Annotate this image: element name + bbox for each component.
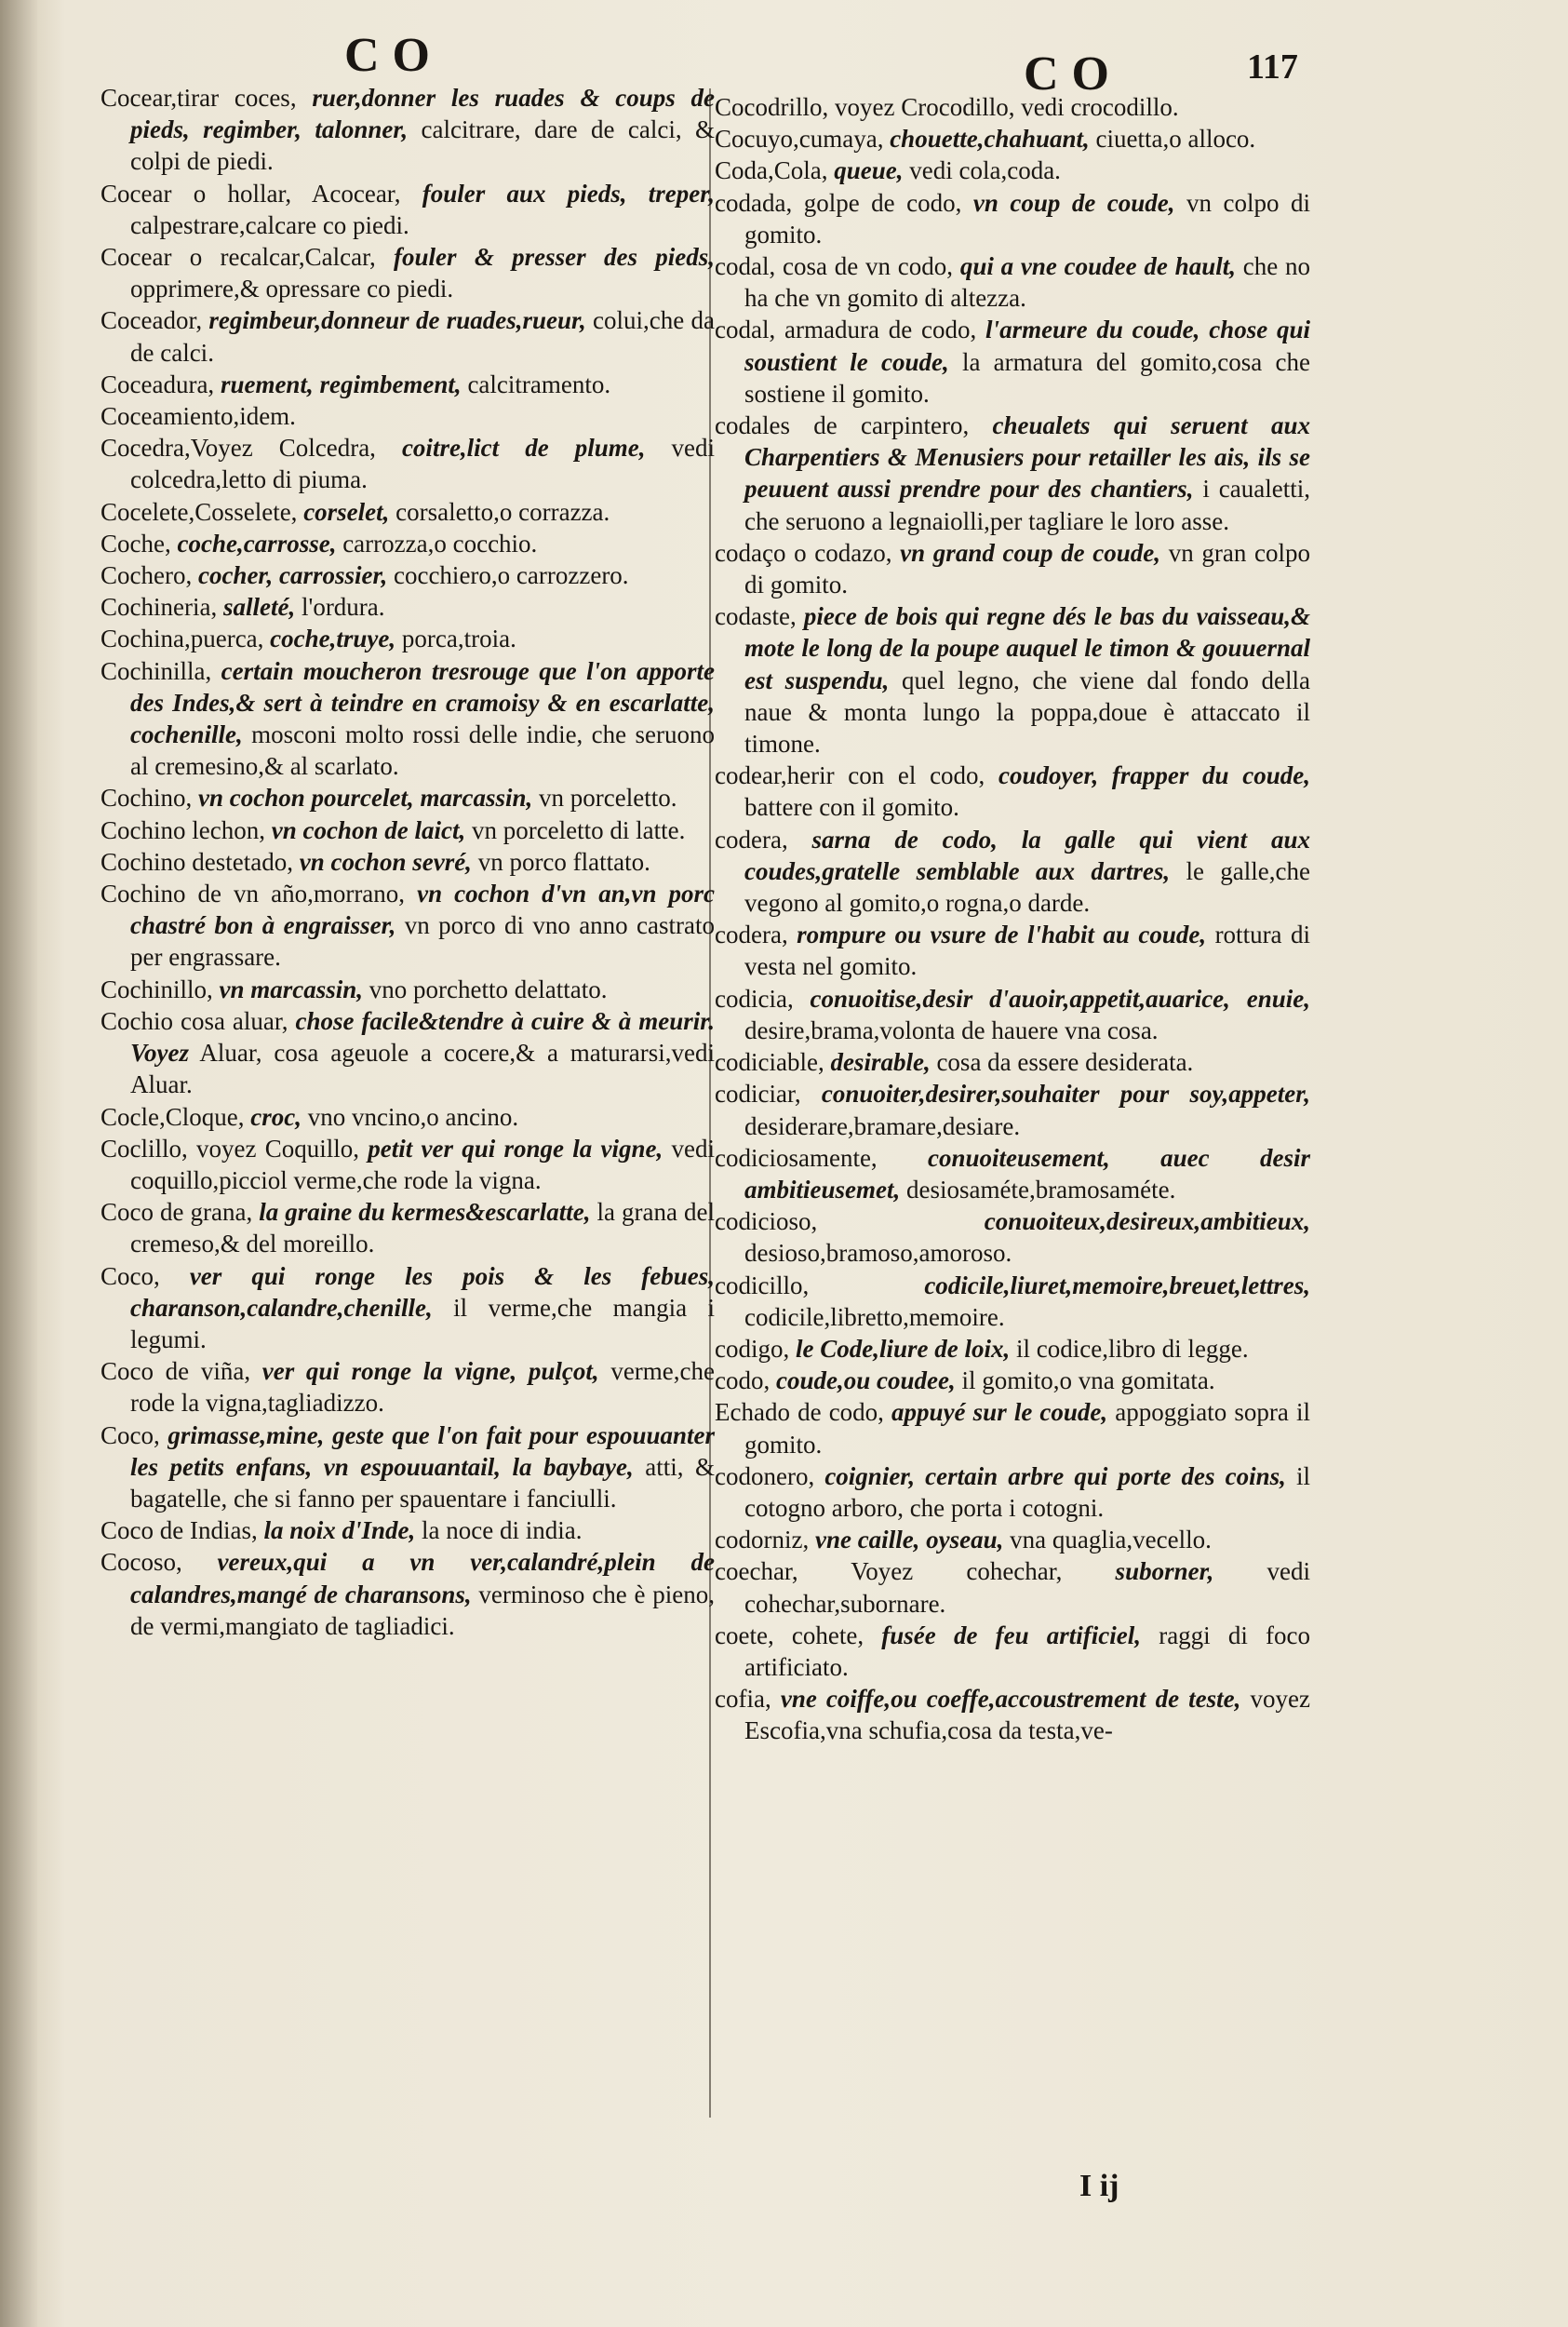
headword: Coceador, bbox=[101, 306, 203, 335]
headword: codiciable, bbox=[715, 1048, 824, 1077]
headword: codigo, bbox=[715, 1334, 790, 1363]
italian-gloss: Aluar, cosa ageuole a cocere,& a maturarsi,vedi Aluar. bbox=[130, 1039, 715, 1099]
headword: Coclillo, voyez Coquillo, bbox=[101, 1134, 359, 1163]
dictionary-entry bbox=[101, 878, 715, 974]
french-gloss: croc, bbox=[244, 1102, 302, 1131]
french-gloss: le Code,liure de loix, bbox=[789, 1334, 1011, 1363]
italian-gloss: vn porco flattato. bbox=[471, 847, 650, 876]
italian-gloss: vedi crocodillo. bbox=[1014, 93, 1179, 121]
italian-gloss: vn colpo di gomito. bbox=[744, 188, 1310, 249]
headword: Coco de Indias, bbox=[101, 1516, 258, 1545]
italian-gloss: il gomito,o vna gomitata. bbox=[955, 1366, 1215, 1395]
italian-gloss: vn gran colpo di gomito. bbox=[744, 538, 1310, 599]
italian-gloss: vno porchetto delattato. bbox=[363, 975, 608, 1003]
italian-gloss: battere con il gomito. bbox=[744, 793, 959, 822]
dictionary-entry bbox=[101, 1133, 715, 1196]
french-gloss: la graine du kermes&escarlatte, bbox=[252, 1198, 591, 1227]
dictionary-entry bbox=[101, 241, 715, 304]
french-gloss: conuoitise,desir d'auoir,appetit,auarice, enuie, bbox=[793, 984, 1310, 1013]
french-gloss: chouette,chahuant, bbox=[883, 125, 1090, 154]
italian-gloss: corsaletto,o corrazza. bbox=[389, 497, 610, 526]
french-gloss: vne coiffe,ou coeffe,accoustrement de teste, bbox=[771, 1685, 1241, 1714]
dictionary-entry bbox=[715, 1620, 1310, 1683]
french-gloss: chose facile&tendre à cuire & à meurir. Voyez bbox=[130, 1006, 715, 1068]
dictionary-entry bbox=[101, 496, 715, 528]
italian-gloss: opprimere,& opressare co piedi. bbox=[130, 275, 454, 303]
headword: codera, bbox=[715, 825, 788, 854]
italian-gloss: carrozza,o cocchio. bbox=[336, 529, 538, 558]
headword: Cocuyo,cumaya, bbox=[715, 125, 884, 154]
french-gloss: fouler & presser des pieds, bbox=[375, 243, 715, 272]
french-gloss: piece de bois qui regne dés le bas du vaisseau,& mote le long de la poupe auquel le timon & gouuernal est suspendu, bbox=[744, 602, 1310, 694]
dictionary-entry bbox=[715, 250, 1310, 314]
headword: Cochineria, bbox=[101, 593, 218, 622]
headword: Coceamiento,idem. bbox=[101, 402, 296, 431]
italian-gloss: vn porco di vno anno castrato per engrassare. bbox=[130, 911, 715, 972]
right-column bbox=[715, 91, 1310, 1747]
french-gloss: la noix d'Inde, bbox=[257, 1516, 416, 1545]
headword: Cocear o hollar, Acocear, bbox=[101, 179, 401, 208]
french-gloss: l'armeure du coude, chose qui soustient le coude, bbox=[744, 316, 1311, 376]
italian-gloss: appoggiato sopra il gomito. bbox=[744, 1398, 1310, 1459]
gutter-shadow bbox=[0, 0, 37, 2327]
headword: Cochino lechon, bbox=[101, 815, 265, 844]
italian-gloss: vedi cola,coda. bbox=[903, 156, 1061, 185]
headword: codada, golpe de codo, bbox=[715, 188, 962, 217]
headword: codaço o codazo, bbox=[715, 538, 892, 567]
dictionary-entry bbox=[715, 1524, 1310, 1555]
italian-gloss: che no ha che vn gomito di altezza. bbox=[744, 252, 1310, 313]
italian-gloss: la grana del cremeso,& del moreillo. bbox=[130, 1198, 715, 1258]
dictionary-entry bbox=[101, 178, 715, 241]
french-gloss: salleté, bbox=[217, 593, 296, 622]
french-gloss: fusée de feu artificiel, bbox=[864, 1621, 1142, 1649]
headword: Coda,Cola, bbox=[715, 156, 828, 185]
italian-gloss: mosconi molto rossi delle indie, che seruono al cremesino,& al scarlato. bbox=[130, 720, 715, 781]
dictionary-entry bbox=[715, 1205, 1310, 1269]
headword: Echado de codo, bbox=[715, 1398, 884, 1427]
dictionary-entry bbox=[715, 1396, 1310, 1459]
dictionary-entry bbox=[715, 1142, 1310, 1205]
french-gloss: desirable, bbox=[824, 1048, 931, 1077]
italian-gloss: colui,che da de calci. bbox=[130, 306, 715, 367]
dictionary-entry bbox=[101, 1005, 715, 1101]
dictionary-entry bbox=[101, 432, 715, 495]
dictionary-entry bbox=[715, 1333, 1310, 1365]
italian-gloss: il verme,che mangia i legumi. bbox=[130, 1293, 715, 1353]
headword: Cochero, bbox=[101, 561, 193, 590]
dictionary-entry bbox=[715, 314, 1310, 410]
dictionary-entry bbox=[715, 1683, 1310, 1746]
dictionary-entry bbox=[101, 591, 715, 623]
headword: codicia, bbox=[715, 984, 794, 1013]
dictionary-entry bbox=[101, 369, 715, 400]
headword: codaste, bbox=[715, 602, 797, 631]
french-gloss: fouler aux pieds, treper, bbox=[400, 179, 715, 208]
french-gloss: sarna de codo, la galle qui vient aux coudes,gratelle semblable aux dartres, bbox=[744, 825, 1310, 885]
french-gloss: vne caille, oyseau, bbox=[809, 1526, 1004, 1554]
french-gloss: vn cochon d'vn an,vn porc chastré bon à engraisser, bbox=[130, 880, 715, 940]
french-gloss: ruer,donner les ruades & coups de pieds, regimber, talonner, bbox=[130, 84, 715, 144]
french-gloss: corselet, bbox=[297, 497, 390, 526]
italian-gloss: rottura di vesta nel gomito. bbox=[744, 921, 1310, 981]
headword: Coco, bbox=[101, 1420, 160, 1449]
french-gloss: vn cochon de laict, bbox=[264, 815, 466, 844]
dictionary-entry bbox=[715, 537, 1310, 600]
italian-gloss: ciuetta,o alloco. bbox=[1089, 125, 1256, 154]
french-gloss: ver qui ronge la vigne, pulçot, bbox=[250, 1357, 599, 1386]
italian-gloss: atti, & bagatelle, che si fanno per spauentare i fanciulli. bbox=[130, 1452, 715, 1513]
french-gloss: appuyé sur le coude, bbox=[883, 1398, 1108, 1427]
french-gloss: codicile,liuret,memoire,breuet,lettres, bbox=[809, 1271, 1310, 1299]
dictionary-entry bbox=[715, 410, 1310, 537]
french-gloss: vn cochon pourcelet, marcassin, bbox=[192, 784, 533, 813]
headword: Cochinilla, bbox=[101, 656, 212, 685]
headword: cofia, bbox=[715, 1685, 771, 1714]
running-head-right: CO bbox=[1024, 47, 1122, 101]
dictionary-entry bbox=[101, 623, 715, 654]
french-gloss: cocher, carrossier, bbox=[192, 561, 388, 590]
dictionary-entry bbox=[101, 814, 715, 846]
dictionary-entry bbox=[101, 400, 715, 432]
headword: Cocelete,Cosselete, bbox=[101, 497, 298, 526]
headword: Cocle,Cloque, bbox=[101, 1102, 245, 1131]
headword: codales de carpintero, bbox=[715, 411, 970, 440]
headword: codorniz, bbox=[715, 1526, 810, 1554]
dictionary-entry bbox=[101, 1419, 715, 1515]
headword: Cochino de vn año,morrano, bbox=[101, 880, 406, 908]
italian-gloss: desire,brama,volonta de hauere vna cosa. bbox=[744, 1016, 1159, 1044]
headword: Coco de grana, bbox=[101, 1198, 253, 1227]
italian-gloss: desiosaméte,bramosaméte. bbox=[900, 1175, 1176, 1204]
italian-gloss: vedi coquillo,picciol verme,che rode la vigna. bbox=[130, 1134, 715, 1194]
french-gloss: queue, bbox=[827, 156, 904, 185]
french-gloss: qui a vne coudee de hault, bbox=[953, 252, 1236, 281]
italian-gloss: vedi colcedra,letto di piuma. bbox=[130, 434, 715, 494]
dictionary-entry bbox=[101, 1355, 715, 1419]
dictionary-entry bbox=[715, 123, 1310, 155]
headword: codal, armadura de codo, bbox=[715, 316, 977, 344]
dictionary-entry bbox=[101, 528, 715, 559]
italian-gloss: vn porceletto di latte. bbox=[465, 815, 686, 844]
headword: Coco de viña, bbox=[101, 1357, 251, 1386]
italian-gloss: i caualetti, che seruono a legnaiolli,per tagliare le loro asse. bbox=[744, 475, 1310, 535]
dictionary-entry bbox=[715, 1365, 1310, 1396]
left-column bbox=[101, 82, 715, 1642]
headword: Cocoso, bbox=[101, 1548, 182, 1577]
headword: Cocear,tirar coces, bbox=[101, 84, 297, 112]
french-gloss: vn coup de coude, bbox=[961, 188, 1175, 217]
headword: codera, bbox=[715, 921, 788, 949]
running-head-left: CO bbox=[344, 29, 443, 82]
headword: Cocedra,Voyez Colcedra, bbox=[101, 434, 376, 463]
dictionary-entry bbox=[715, 91, 1310, 123]
italian-gloss: vno vncino,o ancino. bbox=[301, 1102, 519, 1131]
italian-gloss: le galle,che vegono al gomito,o rogna,o darde. bbox=[744, 856, 1310, 918]
dictionary-entry bbox=[101, 782, 715, 814]
headword: Coco, bbox=[101, 1261, 160, 1290]
headword: Cocodrillo, voyez Crocodillo, bbox=[715, 93, 1015, 121]
italian-gloss: calpestrare,calcare co piedi. bbox=[130, 210, 409, 239]
french-gloss: suborner, bbox=[1062, 1557, 1214, 1586]
headword: Cocear o recalcar,Calcar, bbox=[101, 243, 376, 272]
headword: codonero, bbox=[715, 1461, 815, 1490]
dictionary-entry bbox=[715, 1270, 1310, 1333]
dictionary-entry bbox=[715, 824, 1310, 920]
dictionary-entry bbox=[715, 187, 1310, 250]
dictionary-entry bbox=[715, 600, 1310, 760]
dictionary-entry bbox=[101, 655, 715, 783]
headword: Cochino destetado, bbox=[101, 847, 293, 876]
french-gloss: coignier, certain arbre qui porte des coins, bbox=[814, 1461, 1286, 1490]
italian-gloss: vedi cohechar,subornare. bbox=[744, 1557, 1310, 1618]
italian-gloss: porca,troia. bbox=[395, 625, 516, 653]
italian-gloss: raggi di foco artificiato. bbox=[744, 1621, 1311, 1681]
french-gloss: grimasse,mine, geste que l'on fait pour espouuanter les petits enfans, vn espouuantail, la baybaye, bbox=[130, 1420, 715, 1481]
french-gloss: ver qui ronge les pois & les febues, charanson,calandre,chenille, bbox=[130, 1261, 715, 1322]
headword: Coceadura, bbox=[101, 370, 215, 398]
french-gloss: coude,ou coudee, bbox=[770, 1366, 956, 1395]
french-gloss: ruement, regimbement, bbox=[214, 370, 462, 398]
italian-gloss: codicile,libretto,memoire. bbox=[744, 1302, 1005, 1331]
headword: Coche, bbox=[101, 529, 171, 558]
french-gloss: coche,carrosse, bbox=[170, 529, 337, 558]
italian-gloss: il codice,libro di legge. bbox=[1010, 1334, 1249, 1363]
french-gloss: conuoiteux,desireux,ambitieux, bbox=[817, 1207, 1310, 1236]
dictionary-entry bbox=[101, 559, 715, 591]
dictionary-entry bbox=[101, 304, 715, 368]
french-gloss: cheualets qui seruent aux Charpentiers & Menusiers pour retailler les ais, ils se peuuent aussi prendre pour des chantiers, bbox=[744, 411, 1311, 504]
dictionary-entry bbox=[715, 919, 1310, 982]
italian-gloss: voyez Escofia,vna schufia,cosa da testa,ve- bbox=[744, 1685, 1311, 1745]
dictionary-entry bbox=[101, 82, 715, 178]
italian-gloss: il cotogno arboro, che porta i cotogni. bbox=[744, 1461, 1310, 1522]
italian-gloss: cocchiero,o carrozzero. bbox=[387, 561, 629, 590]
headword: Cochio cosa aluar, bbox=[101, 1006, 288, 1035]
italian-gloss: calcitramento. bbox=[461, 370, 611, 398]
french-gloss: coudoyer, frapper du coude, bbox=[985, 761, 1310, 790]
italian-gloss: quel legno, che viene dal fondo della naue & monta lungo la poppa,doue è attaccato il timone. bbox=[744, 666, 1310, 759]
italian-gloss: verminoso che è pieno, de vermi,mangiato de tagliadici. bbox=[130, 1580, 715, 1640]
dictionary-entry bbox=[101, 974, 715, 1005]
dictionary-entry bbox=[715, 1555, 1310, 1619]
dictionary-entry bbox=[715, 760, 1310, 823]
italian-gloss: vn porceletto. bbox=[532, 784, 677, 813]
headword: codiciosamente, bbox=[715, 1143, 878, 1172]
dictionary-entry bbox=[101, 1546, 715, 1642]
dictionary-entry bbox=[101, 1196, 715, 1259]
headword: codicioso, bbox=[715, 1207, 818, 1236]
headword: codear,herir con el codo, bbox=[715, 761, 985, 790]
dictionary-entry bbox=[101, 846, 715, 878]
french-gloss: regimbeur,donneur de ruades,rueur, bbox=[202, 306, 586, 335]
italian-gloss: desioso,bramoso,amoroso. bbox=[744, 1239, 1012, 1268]
french-gloss: rompure ou vsure de l'habit au coude, bbox=[787, 921, 1207, 949]
italian-gloss: vna quaglia,vecello. bbox=[1003, 1526, 1212, 1554]
italian-gloss: la armatura del gomito,cosa che sostiene il gomito. bbox=[744, 347, 1310, 408]
headword: Cochino, bbox=[101, 784, 193, 813]
headword: codal, cosa de vn codo, bbox=[715, 252, 954, 281]
french-gloss: coitre,lict de plume, bbox=[375, 434, 646, 463]
headword: codiciar, bbox=[715, 1080, 801, 1109]
headword: Cochina,puerca, bbox=[101, 625, 264, 653]
french-gloss: conuoiter,desirer,souhaiter pour soy,appeter, bbox=[800, 1080, 1310, 1109]
french-gloss: vereux,qui a vn ver,calandré,plein de calandres,mangé de charansons, bbox=[130, 1548, 715, 1608]
headword: coechar, Voyez cohechar, bbox=[715, 1557, 1063, 1586]
italian-gloss: calcitrare, dare de calci, & colpi de piedi. bbox=[130, 115, 715, 176]
italian-gloss: desiderare,bramare,desiare. bbox=[744, 1111, 1021, 1140]
headword: Cochinillo, bbox=[101, 975, 213, 1003]
french-gloss: petit ver qui ronge la vigne, bbox=[359, 1134, 663, 1163]
french-gloss: vn cochon sevré, bbox=[292, 847, 472, 876]
dictionary-entry bbox=[715, 155, 1310, 186]
page-number: 117 bbox=[1247, 47, 1298, 87]
headword: codo, bbox=[715, 1366, 771, 1395]
dictionary-entry bbox=[715, 1078, 1310, 1141]
french-gloss: certain moucheron tresrouge que l'on apporte des Indes,& sert à teindre en cramoisy & en escarlatte, cochenille, bbox=[130, 656, 715, 749]
french-gloss: vn grand coup de coude, bbox=[891, 538, 1161, 567]
dictionary-entry bbox=[101, 1101, 715, 1133]
headword: coete, cohete, bbox=[715, 1621, 864, 1649]
french-gloss: conuoiteusement, auec desir ambitieusemet, bbox=[744, 1143, 1310, 1204]
dictionary-entry bbox=[715, 983, 1310, 1046]
dictionary-entry bbox=[715, 1460, 1310, 1524]
dictionary-entry bbox=[101, 1514, 715, 1546]
italian-gloss: cosa da essere desiderata. bbox=[930, 1048, 1194, 1077]
italian-gloss: verme,che rode la vigna,tagliadizzo. bbox=[130, 1357, 715, 1418]
signature-mark: I ij bbox=[1079, 2169, 1119, 2203]
italian-gloss: la noce di india. bbox=[415, 1516, 583, 1545]
french-gloss: vn marcassin, bbox=[212, 975, 364, 1003]
dictionary-entry bbox=[101, 1260, 715, 1356]
headword: codicillo, bbox=[715, 1271, 810, 1299]
dictionary-entry bbox=[715, 1046, 1310, 1078]
italian-gloss: l'ordura. bbox=[295, 593, 385, 622]
french-gloss: coche,truye, bbox=[263, 625, 396, 653]
